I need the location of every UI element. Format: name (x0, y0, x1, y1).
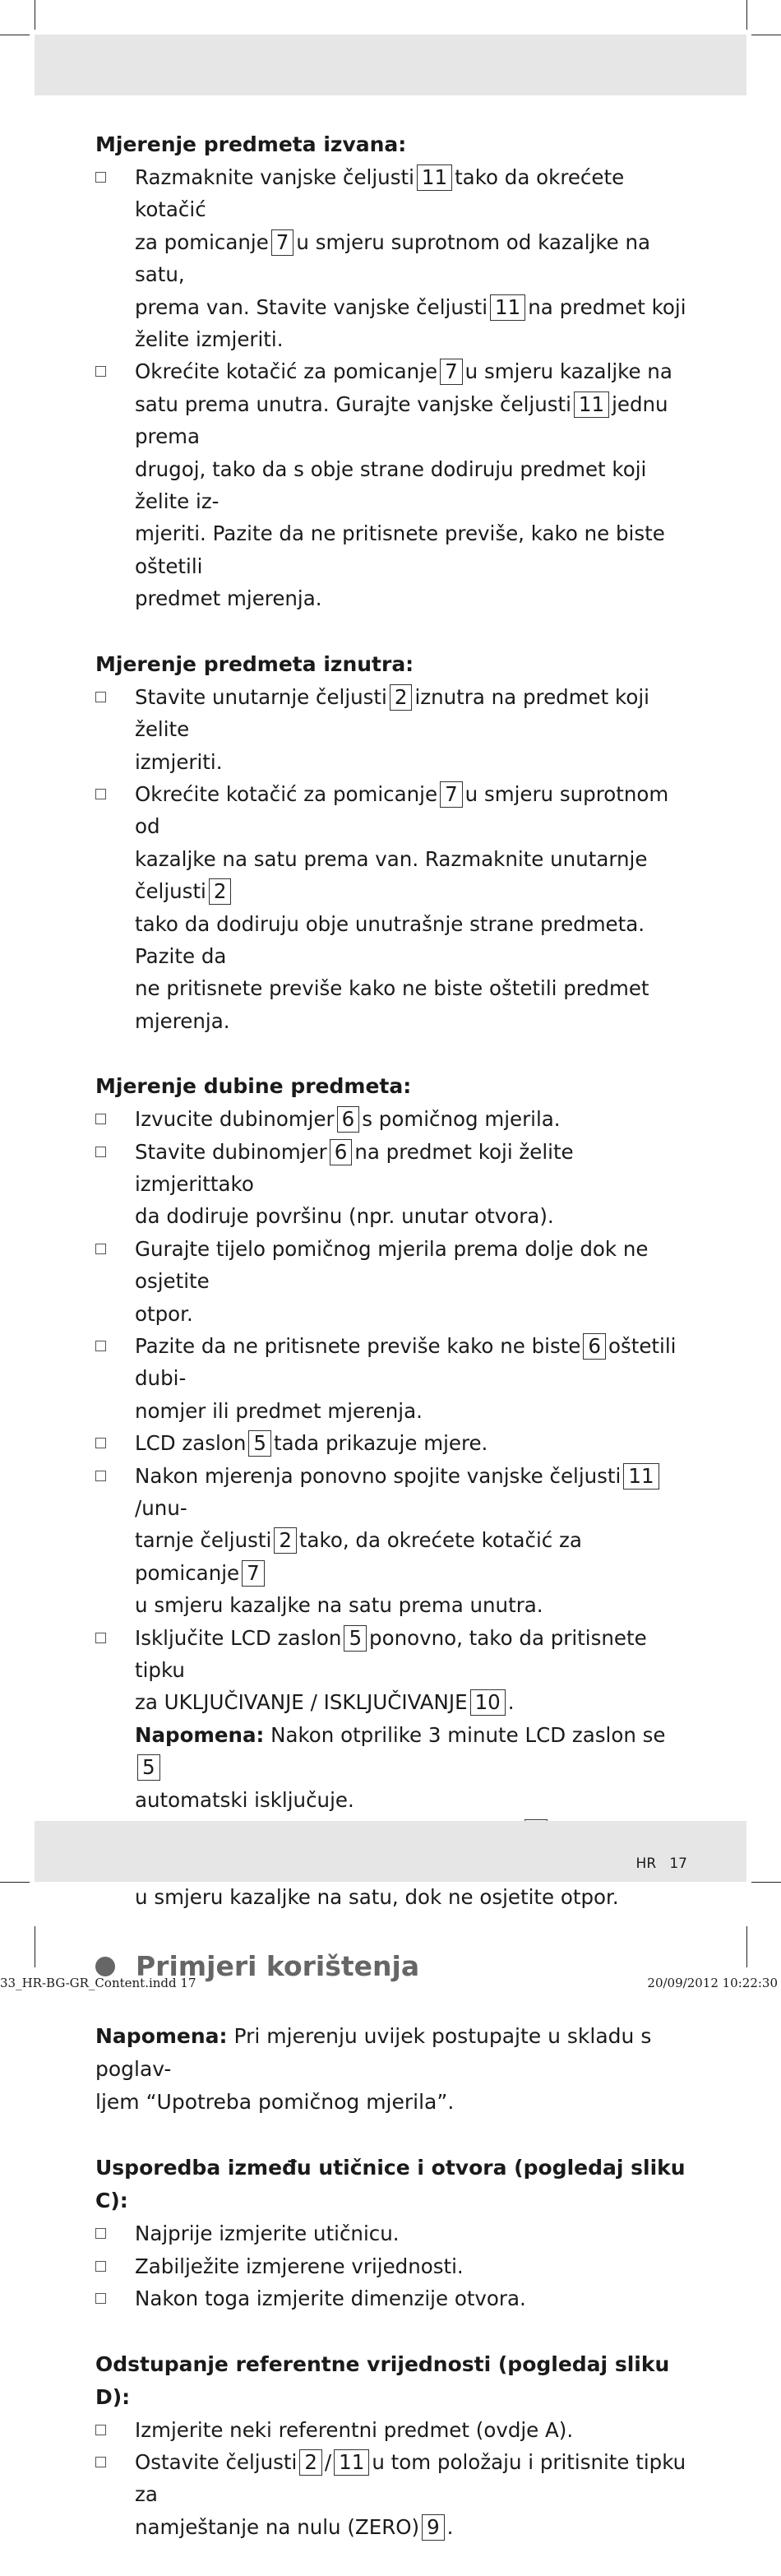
ref-number: 5 (248, 1430, 271, 1457)
ref-number: 7 (440, 781, 463, 808)
checkbox-bullet-icon (95, 2261, 106, 2272)
note-label: Napomena: (95, 2024, 228, 2049)
chapter-title: Primjeri korištenja (95, 1946, 687, 1987)
list-item: Nakon toga izmjerite dimenzije otvora. (95, 2282, 687, 2314)
ref-number: 9 (422, 2514, 445, 2541)
list-item: Izvucite dubinomjer 6 s pomičnog mjerila. (95, 1103, 687, 1135)
list-item: Isključite LCD zaslon 5 ponovno, tako da pritisnete tipku za UKLJUČIVANJE / ISKLJUČIVANJE 10 . Napomena: Nakon otprilike 3 minute LCD zaslon se5 automatski isključuje. (95, 1622, 687, 1816)
ref-number: 5 (344, 1625, 367, 1652)
ref-number: 7 (242, 1560, 265, 1587)
list-item: Najprije izmjerite utičnicu. (95, 2217, 687, 2249)
checkbox-bullet-icon (95, 692, 106, 702)
section-reference-deviation (95, 2348, 687, 2544)
checkbox-bullet-icon (95, 2228, 106, 2239)
list-item: Stavite dubinomjer 6 na predmet koji želite izmjerittako da dodiruje površinu (npr. unutar otvora). (95, 1136, 687, 1233)
section-heading: Mjerenje predmeta izvana: (95, 132, 407, 156)
checkbox-bullet-icon (95, 1341, 106, 1351)
list-item: Stavite unutarnje čeljusti 2 iznutra na predmet koji želite izmjeriti. (95, 681, 687, 778)
section-inside-measurement (95, 648, 687, 1037)
section-heading: Odstupanje referentne vrijednosti (pogledaj sliku D): (95, 2351, 670, 2409)
ref-number: 2 (209, 878, 232, 905)
note-label: Napomena: (135, 1722, 265, 1747)
list-item: Gurajte tijelo pomičnog mjerila prema dolje dok ne osjetite otpor. (95, 1233, 687, 1330)
list-item: Okrećite kotačić za pomicanje 7 u smjeru kazaljke na satu prema unutra. Gurajte vanjske čeljusti 11 jednu prema drugoj, tako da s obje strane dodiruju predmet koji želite iz- mjeriti. Pazite da ne pritisnete previše, kako ne biste oštetili predmet mjerenja. (95, 355, 687, 614)
ref-number: 7 (271, 229, 294, 256)
section-heading: Mjerenje predmeta iznutra: (95, 651, 414, 676)
ref-number: 6 (330, 1139, 353, 1165)
ref-number: 2 (274, 1527, 297, 1554)
ref-number: 11 (417, 164, 452, 191)
checkbox-bullet-icon (95, 789, 106, 799)
list-item: Ostavite čeljusti 2 / 11 u tom položaju i pritisnite tipku za namještanje na nulu (ZERO) 9 . (95, 2446, 687, 2543)
list-item: Zabilježite izmjerene vrijednosti. (95, 2250, 687, 2282)
ref-number: 11 (490, 294, 525, 321)
ref-number: 10 (470, 1689, 506, 1716)
section-outside-measurement (95, 128, 687, 615)
crop-mark (0, 1882, 30, 1883)
ref-number: 2 (390, 684, 413, 711)
checkbox-bullet-icon (95, 1471, 106, 1481)
list-item: Nakon mjerenja ponovno spojite vanjske čeljusti 11/unu- tarnje čeljusti 2 tako, da okrećete kotačić za pomicanje 7 u smjeru kazaljke na satu prema unutra. (95, 1460, 687, 1622)
section-depth-measurement (95, 1070, 687, 1913)
print-slug-filename: 33_HR-BG-GR_Content.indd 17 (0, 1976, 196, 1990)
ref-number: 6 (337, 1106, 360, 1133)
crop-mark (751, 1882, 781, 1883)
bullet-dot-icon (95, 1957, 115, 1976)
list-item: u smjeru kazaljke na satu, dok ne osjetite otpor. (95, 1816, 687, 1913)
page-content (95, 128, 687, 2576)
checkbox-bullet-icon (95, 1438, 106, 1448)
checkbox-bullet-icon (95, 1114, 106, 1124)
list-item: Razmaknite vanjske čeljusti 11 tako da okrećete kotačić za pomicanje 7 u smjeru suprotnom od kazaljke na satu, prema van. Stavite vanjske čeljusti 11 na predmet koji želite izmjeriti. (95, 161, 687, 355)
section-socket-comparison (95, 2152, 687, 2314)
footer-band (35, 1821, 746, 1882)
crop-mark (746, 1926, 747, 1967)
checkbox-bullet-icon (95, 2457, 106, 2467)
list-item: Izmjerite neki referentni predmet (ovdje A). (95, 2414, 687, 2446)
ref-number: 11 (334, 2449, 369, 2476)
ref-number: 11 (623, 1463, 659, 1490)
checkbox-bullet-icon (95, 2293, 106, 2304)
section-heading: Mjerenje dubine predmeta: (95, 1074, 412, 1099)
list-item: LCD zaslon 5 tada prikazuje mjere. (95, 1427, 687, 1459)
list-item: Pazite da ne pritisnete previše kako ne biste 6 oštetili dubi- nomjer ili predmet mjerenja. (95, 1330, 687, 1427)
header-band (35, 35, 746, 95)
ref-number: 5 (137, 1754, 160, 1781)
note-paragraph: Napomena: Pri mjerenju uvijek postupajte u skladu s poglav- ljem “Upotreba pomičnog mjerila”. (95, 2024, 652, 2115)
section-heading: Usporedba između utičnice i otvora (pogledaj sliku C): (95, 2156, 686, 2213)
print-slug-timestamp: 20/09/2012 10:22:30 (647, 1976, 778, 1990)
checkbox-bullet-icon (95, 366, 106, 377)
checkbox-bullet-icon (95, 1633, 106, 1643)
page-number: HR 17 (635, 1856, 687, 1872)
list-item: Okrećite kotačić za pomicanje 7 u smjeru suprotnom od kazaljke na satu prema van. Razmaknite unutarnje čeljusti 2 tako da dodiruju obje unutrašnje strane predmeta. Pazite da ne pritisnete previše kako ne biste oštetili predmet mjerenja. (95, 778, 687, 1037)
checkbox-bullet-icon (95, 1147, 106, 1157)
checkbox-bullet-icon (95, 1244, 106, 1254)
checkbox-bullet-icon (95, 2425, 106, 2435)
ref-number: 11 (574, 391, 609, 418)
ref-number: 7 (440, 359, 463, 385)
ref-number: 6 (583, 1333, 606, 1360)
crop-mark (746, 0, 747, 30)
checkbox-bullet-icon (95, 172, 106, 183)
ref-number: 2 (299, 2449, 322, 2476)
